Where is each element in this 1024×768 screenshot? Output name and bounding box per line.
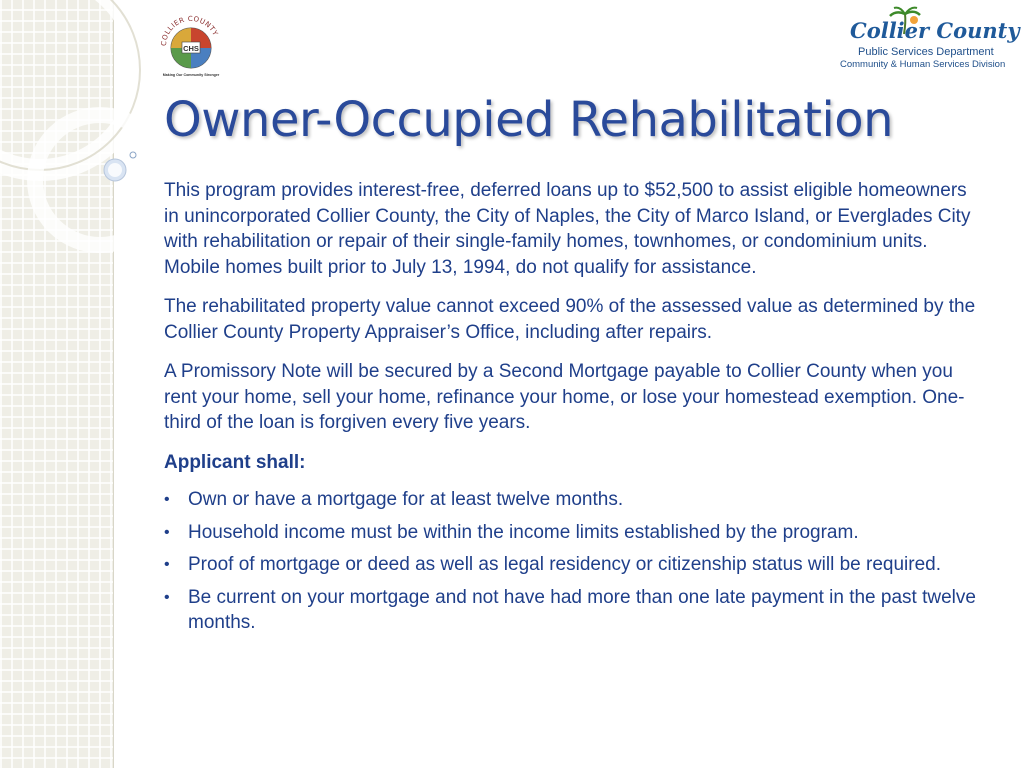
list-item-text: Be current on your mortgage and not have had more than one late payment in the past twelve months. [188, 586, 976, 633]
collier-county-script: Collier County [850, 18, 1020, 43]
chs-logo [156, 10, 226, 80]
department-name: Public Services Department [858, 46, 994, 58]
list-item [164, 520, 984, 546]
bullet-icon: • [164, 491, 170, 508]
chs-tagline: Making Our Community Stronger [162, 73, 220, 77]
applicant-heading: Applicant shall: [164, 451, 306, 473]
paragraph-value-limit: The rehabilitated property value cannot exceed 90% of the assessed value as determined by the Collier County Property Appraiser’s Office, including after repairs. [164, 296, 976, 343]
paragraph-program: This program provides interest-free, deferred loans up to $52,500 to assist eligible homeowners in unincorporated Collier County, the City of Naples, the City of Marco Island, or Everglades City with rehabilitation or repair of their single-family homes, townhomes, or condominium units. Mobile homes built prior to July 13, 1994, do not qualify for assistance. [164, 180, 971, 278]
chs-arc-text: COLLIER COUNTY [159, 14, 220, 47]
list-item [164, 487, 984, 513]
bullet-icon: • [164, 588, 170, 606]
division-name: Community & Human Services Division [840, 59, 1006, 70]
requirements-list [164, 487, 984, 636]
list-item-text: Own or have a mortgage for at least twelve months. [188, 489, 624, 510]
bullet-icon: • [164, 523, 170, 541]
list-item-text: Proof of mortgage or deed as well as legal residency or citizenship status will be required. [188, 554, 941, 575]
paragraph-promissory-note: A Promissory Note will be secured by a Second Mortgage payable to Collier County when you rent your home, sell your home, refinance your home, or lose your homestead exemption. One-third of the loan is forgiven every five years. [164, 361, 965, 433]
list-item [164, 552, 984, 578]
chs-center-text: CHS [183, 44, 199, 53]
decorative-circles [0, 0, 160, 300]
page-title: Owner-Occupied Rehabilitation [164, 92, 894, 148]
list-item-text: Household income must be within the income limits established by the program. [188, 521, 859, 543]
list-item [164, 585, 984, 636]
collier-county-logo [836, 6, 1020, 74]
bullet-icon: • [164, 556, 170, 573]
main-content [164, 178, 984, 643]
